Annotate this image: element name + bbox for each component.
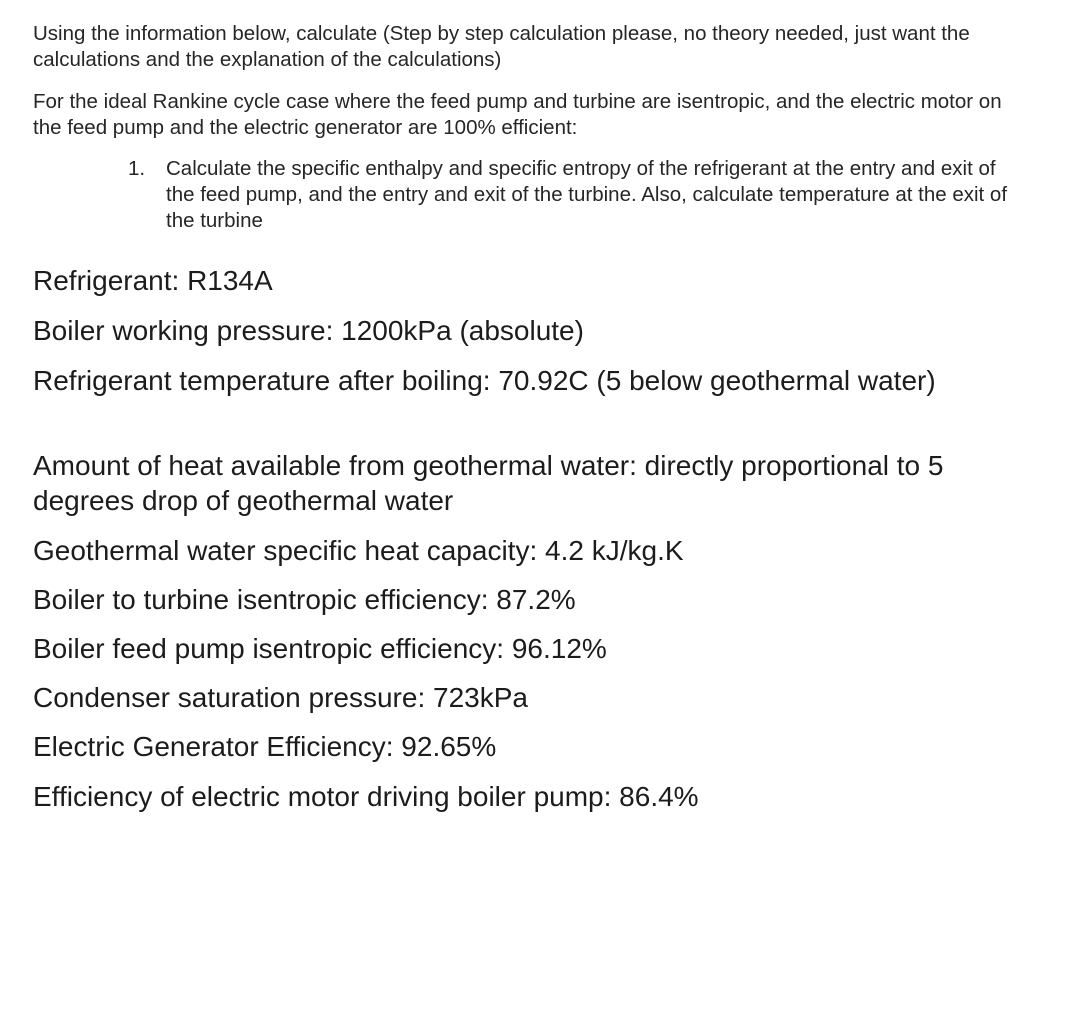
param-turbine-efficiency: Boiler to turbine isentropic efficiency: 87.2%	[33, 584, 576, 615]
intro-paragraph: Using the information below, calculate (Step by step calculation please, no theory needed, just want the calculations and the explanation of the calculations)	[33, 22, 970, 71]
task-text: Calculate the specific enthalpy and specific entropy of the refrigerant at the entry and exit of the feed pump, and the entry and exit of the turbine. Also, calculate temperature at the exit of the turbine	[166, 157, 1008, 232]
param-condenser-pressure: Condenser saturation pressure: 723kPa	[33, 682, 528, 713]
case-paragraph: For the ideal Rankine cycle case where the feed pump and turbine are isentropic, and the electric motor on the feed pump and the electric generator are 100% efficient:	[33, 90, 1002, 139]
param-generator-efficiency: Electric Generator Efficiency: 92.65%	[33, 731, 497, 762]
param-specific-heat: Geothermal water specific heat capacity: 4.2 kJ/kg.K	[33, 535, 684, 566]
task-number: 1.	[128, 157, 146, 180]
param-refrigerant: Refrigerant: R134A	[33, 265, 273, 296]
param-heat-available: Amount of heat available from geothermal water: directly proportional to 5 degrees drop of geothermal water	[33, 450, 944, 516]
task-list-item	[128, 156, 1028, 234]
param-boiler-pressure: Boiler working pressure: 1200kPa (absolute)	[33, 315, 584, 346]
param-motor-efficiency: Efficiency of electric motor driving boiler pump: 86.4%	[33, 781, 699, 812]
param-refrigerant-temperature: Refrigerant temperature after boiling: 70.92C (5 below geothermal water)	[33, 365, 936, 396]
param-pump-efficiency: Boiler feed pump isentropic efficiency: 96.12%	[33, 633, 607, 664]
